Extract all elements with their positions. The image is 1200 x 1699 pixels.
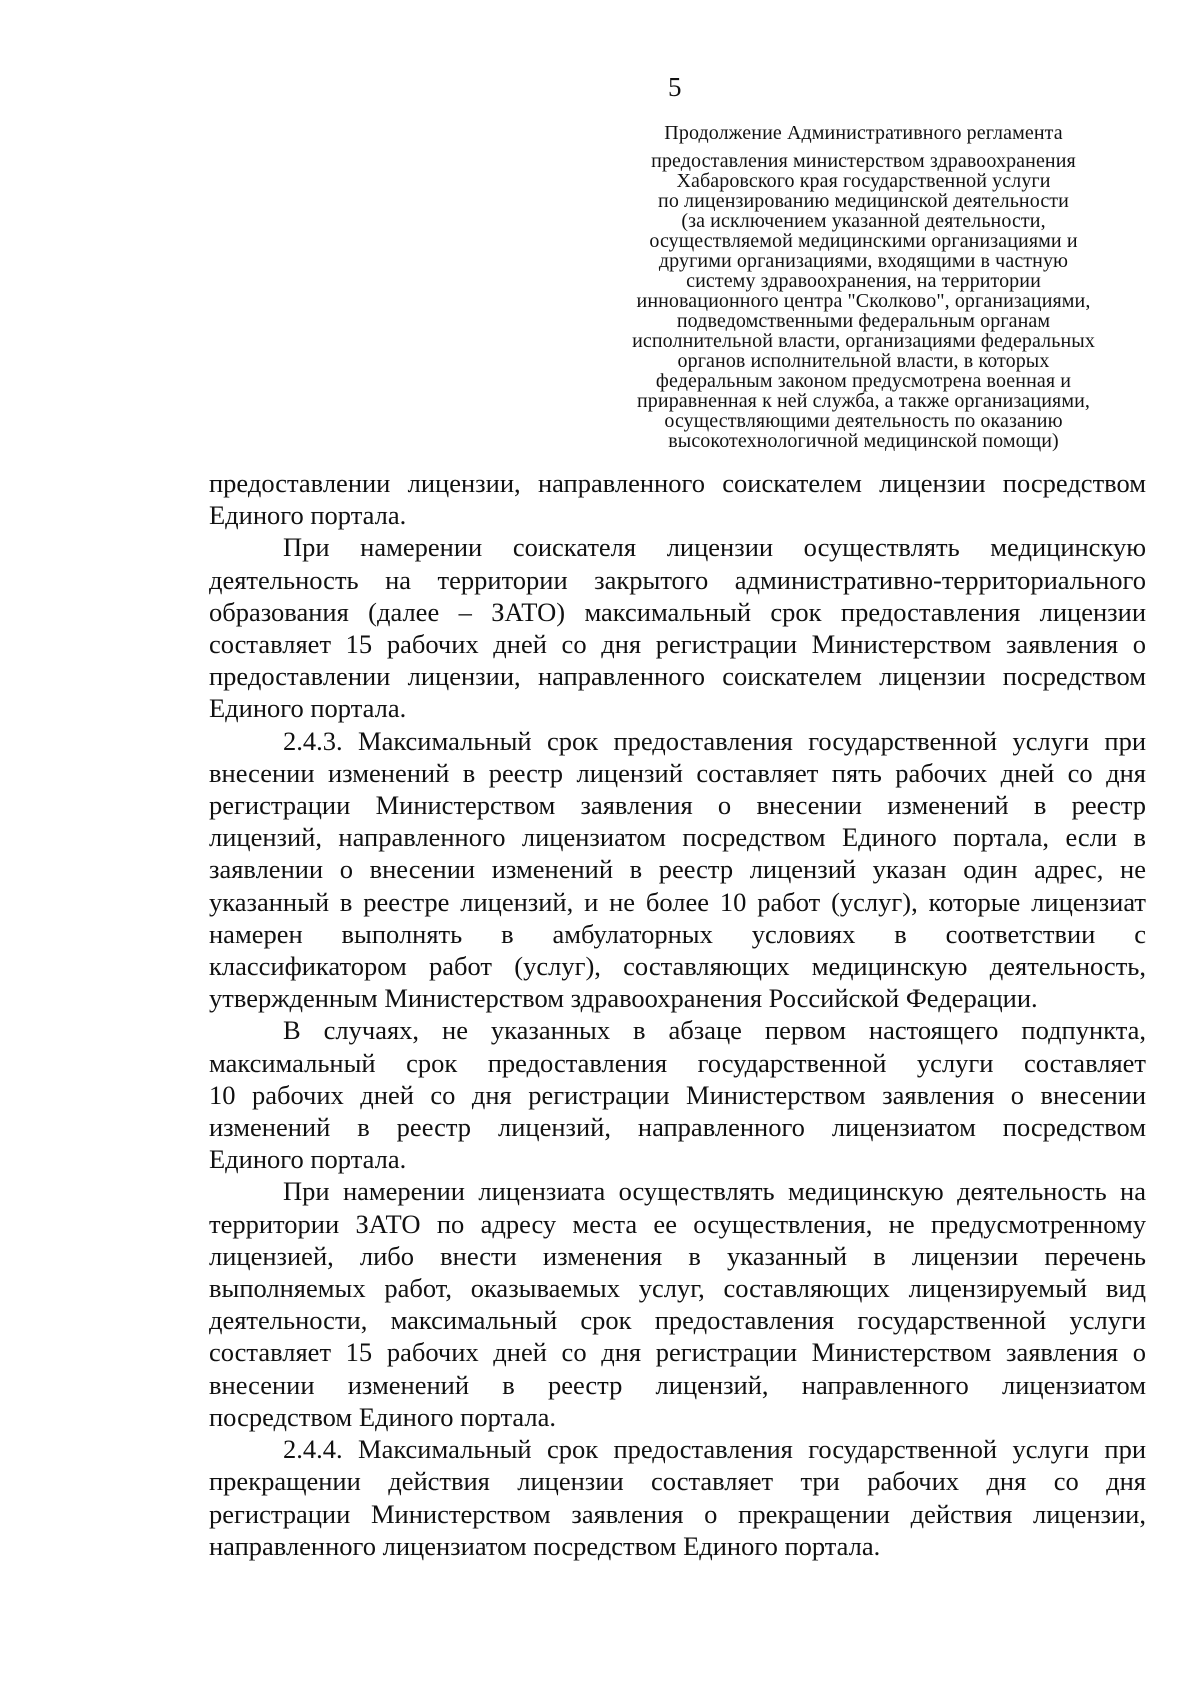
text-line: При намерении соискателя лицензии осуществлять медицинскую	[283, 532, 1146, 563]
text-line: предоставлении лицензии, направленного соискателем лицензии посредством	[209, 661, 1146, 692]
text-line: регистрации Министерством заявления о внесении изменений в реестр	[209, 790, 1146, 821]
paragraph-2-4-4	[209, 1433, 1146, 1562]
running-header-line: по лицензированию медицинской деятельности	[658, 190, 1069, 212]
text-line: классификатором работ (услуг), составляющих медицинскую деятельность,	[209, 951, 1146, 982]
running-header-line: систему здравоохранения, на территории	[686, 270, 1041, 292]
running-header	[586, 123, 1141, 451]
text-line: прекращении действия лицензии составляет три рабочих дня со дня	[209, 1466, 1146, 1497]
running-header-line: исполнительной власти, организациями федеральных	[632, 330, 1095, 352]
text-line: образования (далее – ЗАТО) максимальный срок предоставления лицензии	[209, 596, 1146, 627]
running-header-line: подведомственными федеральным органам	[676, 310, 1051, 332]
text-line: заявлении о внесении изменений в реестр лицензий указан один адрес, не	[209, 854, 1146, 885]
text-line: максимальный срок предоставления государственной услуги составляет	[209, 1047, 1146, 1078]
text-line: 2.4.3. Максимальный срок предоставления государственной услуги при	[283, 725, 1146, 756]
paragraph-other-cases	[209, 1014, 1146, 1175]
text-line: внесении изменений в реестр лицензий составляет пять рабочих дней со дня	[209, 757, 1146, 788]
running-header-line: (за исключением указанной деятельности,	[681, 210, 1046, 232]
text-line: деятельности, максимальный срок предоставления государственной услуги	[209, 1305, 1146, 1336]
paragraph-zato-license	[209, 531, 1146, 724]
running-header-line: осуществляющими деятельность по оказанию	[664, 410, 1063, 432]
page-number: 5	[668, 72, 682, 102]
text-line: регистрации Министерством заявления о прекращении действия лицензии,	[209, 1498, 1146, 1529]
text-line: внесении изменений в реестр лицензий, направленного лицензиатом	[209, 1369, 1146, 1400]
body-text	[209, 467, 1146, 1562]
running-header-line: высокотехнологичной медицинской помощи)	[668, 430, 1059, 452]
running-header-line: Продолжение Административного регламента	[664, 122, 1063, 144]
text-line: составляет 15 рабочих дней со дня регистрации Министерством заявления о	[209, 629, 1146, 660]
running-header-line: органов исполнительной власти, в которых	[677, 350, 1050, 372]
text-line: посредством Единого портала.	[209, 1401, 557, 1432]
running-header-line: Хабаровского края государственной услуги	[676, 170, 1051, 192]
running-header-line: федеральным законом предусмотрена военная и	[655, 370, 1072, 392]
text-line: лицензий, направленного лицензиатом посредством Единого портала, если в	[209, 822, 1146, 853]
text-line: деятельность на территории закрытого административно-территориального	[209, 564, 1146, 595]
running-header-line: инновационного центра "Сколково", организациями,	[636, 290, 1091, 312]
running-header-line: приравненная к ней служба, а также организациями,	[636, 390, 1090, 412]
text-line: территории ЗАТО по адресу места ее осуществления, не предусмотренному	[209, 1208, 1146, 1239]
text-line: В случаях, не указанных в абзаце первом настоящего подпункта,	[283, 1015, 1146, 1046]
text-line: Единого портала.	[209, 693, 407, 724]
paragraph-continuation	[209, 467, 1146, 531]
text-line: предоставлении лицензии, направленного соискателем лицензии посредством	[209, 468, 1146, 498]
running-header-line: предоставления министерством здравоохранения	[651, 150, 1076, 172]
paragraph-2-4-3	[209, 725, 1146, 1015]
text-line: составляет 15 рабочих дней со дня регистрации Министерством заявления о	[209, 1337, 1146, 1368]
paragraph-zato-changes	[209, 1175, 1146, 1433]
text-line: лицензией, либо внести изменения в указанный в лицензии перечень	[209, 1240, 1146, 1271]
text-line: Единого портала.	[209, 500, 407, 531]
text-line: указанный в реестре лицензий, и не более 10 работ (услуг), которые лицензиат	[209, 886, 1146, 917]
text-line: 2.4.4. Максимальный срок предоставления государственной услуги при	[283, 1434, 1146, 1465]
text-line: Единого портала.	[209, 1144, 407, 1175]
text-line: 10 рабочих дней со дня регистрации Министерством заявления о внесении	[209, 1079, 1146, 1110]
text-line: утвержденным Министерством здравоохранения Российской Федерации.	[209, 983, 1038, 1014]
text-line: намерен выполнять в амбулаторных условиях в соответствии с	[209, 918, 1146, 949]
text-line: При намерении лицензиата осуществлять медицинскую деятельность на	[283, 1176, 1146, 1207]
text-line: изменений в реестр лицензий, направленного лицензиатом посредством	[209, 1112, 1146, 1143]
text-line: направленного лицензиатом посредством Единого портала.	[209, 1530, 881, 1561]
running-header-line: осуществляемой медицинскими организациями и	[649, 230, 1078, 252]
text-line: выполняемых работ, оказываемых услуг, составляющих лицензируемый вид	[209, 1273, 1146, 1304]
running-header-line: другими организациями, входящими в частную	[658, 250, 1069, 272]
